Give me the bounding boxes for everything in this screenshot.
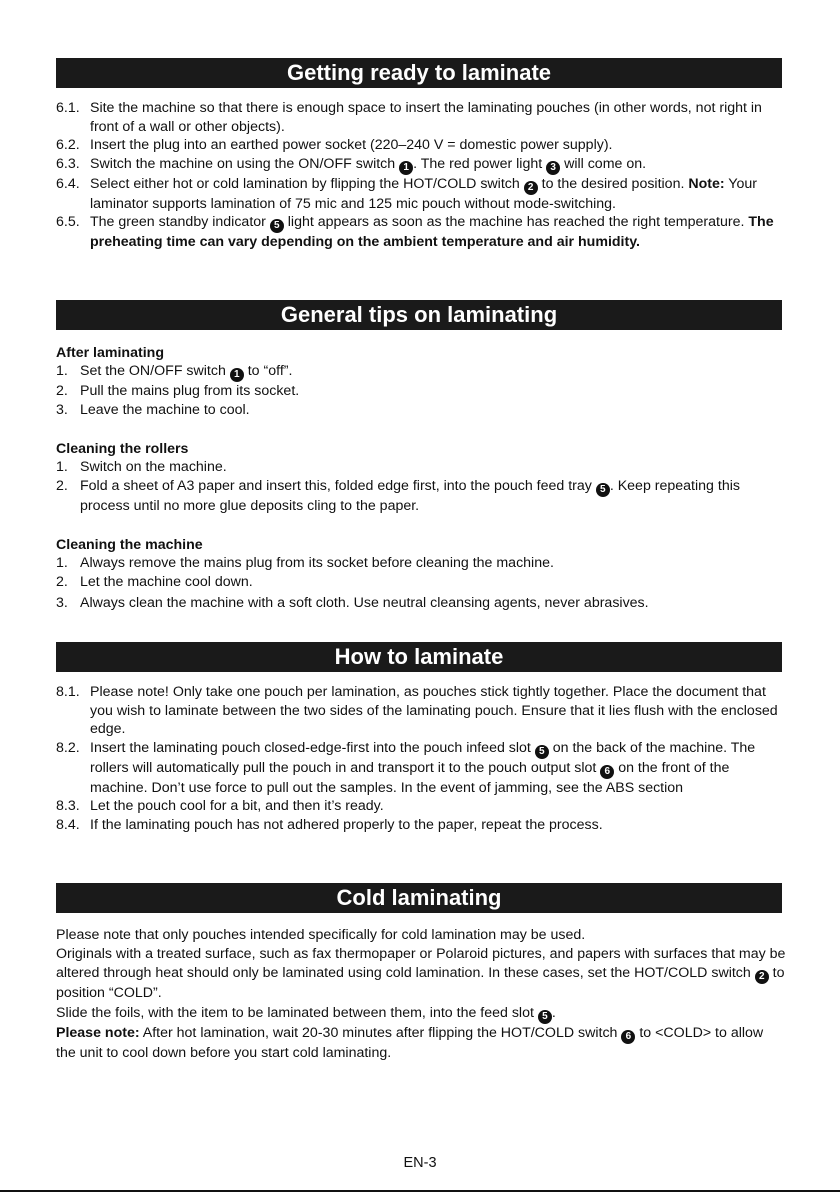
subheading-after-laminating: After laminating (56, 345, 164, 361)
list-item: 6.3. Switch the machine on using the ON/OFF switch 1 . The red power light 3 will come on. (56, 155, 647, 173)
paragraph (56, 945, 786, 1003)
text-run: will come on. (560, 155, 647, 172)
number-5-icon: 5 (596, 483, 610, 497)
list-item: 6.1. Site the machine so that there is enough space to insert the laminating pouches (in other words, not right in front of a wall or other objects). (56, 100, 762, 135)
list-item: 6.4. Select either hot or cold lamination by flipping the HOT/COLD switch 2 to the desired position. Note: Your laminator supports lamination of 75 mic and 125 mic pouch without mode-switching. (56, 175, 757, 212)
number-5-icon: 5 (538, 1010, 552, 1024)
list-item: 1. Always remove the mains plug from its socket before cleaning the machine. (56, 555, 554, 571)
text-run: Let the machine cool down. (80, 573, 253, 590)
text-run: Always clean the machine with a soft cloth. Use neutral cleansing agents, never abrasives. (80, 595, 649, 612)
paragraph (56, 1004, 786, 1024)
list-item: 3. Always clean the machine with a soft cloth. Use neutral cleansing agents, never abrasives. (56, 595, 649, 612)
cleaning-machine-list (56, 554, 786, 613)
text-run: Set the ON/OFF switch (80, 363, 230, 379)
number-2-icon: 2 (524, 181, 538, 195)
section-heading-getting-ready: Getting ready to laminate (56, 58, 782, 88)
list-item: 6.5. The green standby indicator 5 light appears as soon as the machine has reached the right temperature. The preheating time can vary depending on the ambient temperature and air humidity. (56, 214, 774, 251)
text-run: Your laminator supports lamination of 75 mic and 125 mic pouch without mode-switching. (90, 175, 757, 212)
subheading-cleaning-rollers: Cleaning the rollers (56, 441, 189, 457)
paragraph (56, 926, 786, 945)
text-run: . The red power light (413, 155, 547, 172)
text-run: Pull the mains plug from its socket. (80, 383, 300, 399)
list-item: 3. Leave the machine to cool. (56, 401, 250, 418)
bold-text: Note: (688, 175, 725, 192)
subheading-cleaning-machine: Cleaning the machine (56, 537, 203, 553)
list-item: 2. Let the machine cool down. (56, 573, 253, 590)
text-run: . (551, 1004, 556, 1021)
list-item: 2. Pull the mains plug from its socket. (56, 383, 300, 399)
number-5-icon: 5 (270, 219, 284, 233)
text-run: Select either hot or cold lamination by flipping the HOT/COLD switch (90, 175, 524, 192)
after-laminating-list (56, 362, 786, 419)
text-run: Please note! Only take one pouch per lamination, as pouches stick tightly together. Place the document that you wish to laminate between the two sides of the laminating pouch. Ensure that it lies flush with the enclosed edge. (90, 684, 778, 738)
text-run: Switch the machine on using the ON/OFF switch (90, 155, 400, 172)
text-run: Insert the plug into an earthed power socket (220–240 V = domestic power supply). (90, 137, 613, 154)
text-run: Please note that only pouches intended specifically for cold lamination may be used. (56, 927, 586, 943)
bold-text: The preheating time can vary depending on the ambient temperature and air humidity. (90, 214, 774, 251)
cleaning-rollers-list (56, 458, 786, 515)
text-run: on the back of the machine. The rollers will automatically pull the pouch in and transport it to the pouch output slot (90, 739, 756, 776)
number-2-icon: 2 (755, 970, 769, 984)
number-3-icon: 3 (546, 161, 560, 175)
text-run: Insert the laminating pouch closed-edge-first into the pouch infeed slot (90, 739, 535, 756)
section-heading-general-tips: General tips on laminating (56, 300, 782, 330)
number-1-icon: 1 (399, 161, 413, 175)
list-item: 8.1. Please note! Only take one pouch per lamination, as pouches stick tightly together. Place the document that you wish to laminate between the two sides of the laminating pouch. Ensure that it lies flush with the enclosed edge. (56, 684, 778, 738)
number-1-icon: 1 (230, 368, 244, 382)
text-run: Leave the machine to cool. (80, 401, 250, 418)
cold-laminating-body (0, 926, 840, 1063)
how-to-laminate-list (56, 683, 786, 835)
text-run: to the desired position. (537, 175, 689, 192)
number-5-icon: 5 (535, 745, 549, 759)
text-run: Let the pouch cool for a bit, and then it’s ready. (90, 798, 384, 815)
section-heading-cold-laminating: Cold laminating (56, 883, 782, 913)
list-item: 6.2. Insert the plug into an earthed power socket (220–240 V = domestic power supply). (56, 137, 613, 154)
text-run: Site the machine so that there is enough space to insert the laminating pouches (in other words, not right in front of a wall or other objects). (90, 100, 762, 135)
paragraph (56, 1024, 786, 1063)
number-6-icon: 6 (600, 765, 614, 779)
text-run: The green standby indicator (90, 214, 270, 231)
section-heading-how-to-laminate: How to laminate (56, 642, 782, 672)
bold-text: Please note: (56, 1024, 140, 1041)
list-item: 1. Switch on the machine. (56, 459, 227, 475)
text-run: Switch on the machine. (80, 459, 227, 475)
text-run: to <COLD> to allow the unit to cool down before you start cold laminating. (56, 1024, 764, 1061)
text-run: to position “COLD”. (56, 965, 785, 1002)
text-run: . Keep repeating this process until no more glue deposits cling to the paper. (80, 477, 740, 514)
text-run: Slide the foils, with the item to be laminated between them, into the feed slot (56, 1004, 538, 1021)
text-run: Always remove the mains plug from its socket before cleaning the machine. (80, 555, 554, 571)
text-run: After hot lamination, wait 20-30 minutes after flipping the HOT/COLD switch (139, 1024, 622, 1041)
text-run: Fold a sheet of A3 paper and insert this, folded edge first, into the pouch feed tray (80, 477, 596, 494)
list-item: 8.2. Insert the laminating pouch closed-edge-first into the pouch infeed slot 5 on the back of the machine. The rollers will automatically pull the pouch in and transport it to the pouch output slot 6 on the front of the machine. Don’t use force to pull out the samples. In the event of jamming, see the ABS section (56, 739, 756, 796)
text-run: Originals with a treated surface, such as fax thermopaper or Polaroid pictures, and papers with surfaces that may be altered through heat should only be laminated using cold lamination. In these cases, set the HOT/COLD switch (56, 946, 786, 982)
text-run: If the laminating pouch has not adhered properly to the paper, repeat the process. (90, 816, 603, 833)
text-run: on the front of the machine. Don’t use force to pull out the samples. In the event of jamming, see the ABS section (90, 759, 730, 796)
page-number: EN-3 (403, 1155, 437, 1171)
list-item: 8.3. Let the pouch cool for a bit, and then it’s ready. (56, 798, 384, 815)
text-run: light appears as soon as the machine has reached the right temperature. (283, 214, 749, 231)
list-item: 2. Fold a sheet of A3 paper and insert this, folded edge first, into the pouch feed tray 5 . Keep repeating this process until no more glue deposits cling to the paper. (56, 477, 740, 514)
number-6-icon: 6 (621, 1030, 635, 1044)
list-item: 1. Set the ON/OFF switch 1 to “off”. (56, 363, 293, 380)
text-run: to “off”. (243, 363, 293, 379)
list-item: 8.4. If the laminating pouch has not adhered properly to the paper, repeat the process. (56, 816, 603, 833)
getting-ready-list (56, 99, 786, 252)
